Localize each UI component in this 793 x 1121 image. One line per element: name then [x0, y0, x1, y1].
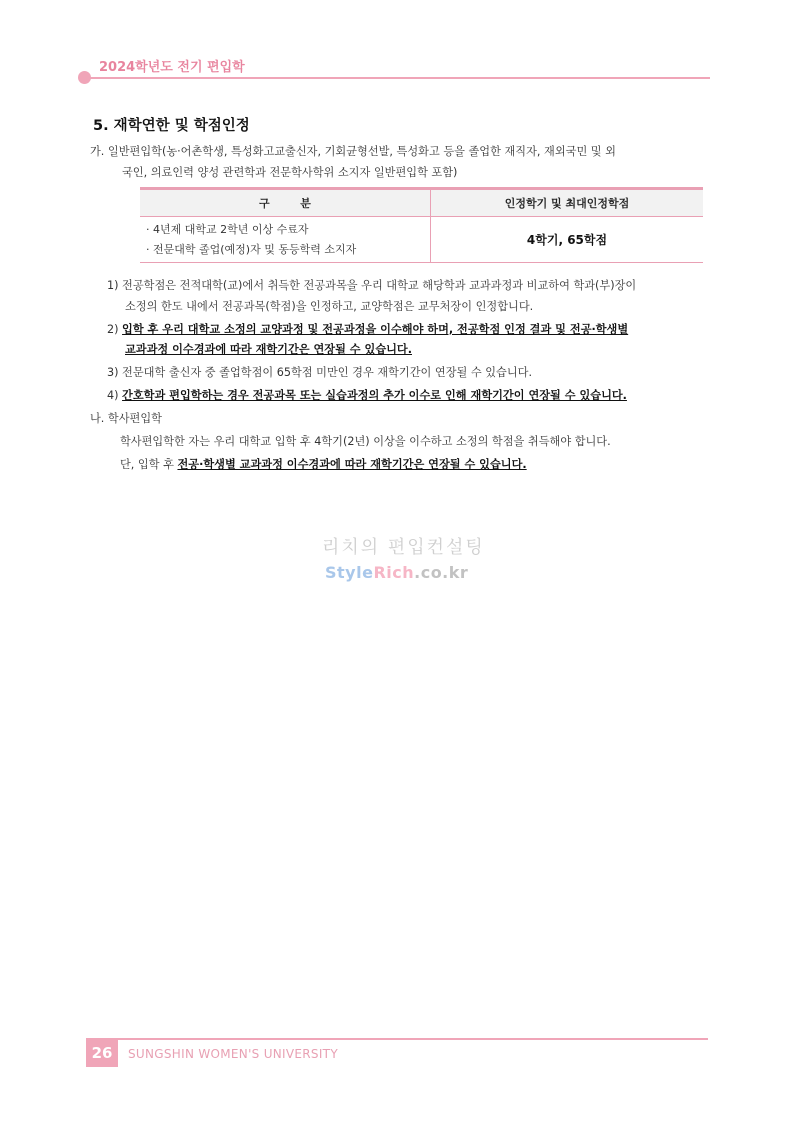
item-na-title: 나. 학사편입학 [90, 412, 162, 425]
eligibility-item: · 전문대학 졸업(예정)자 및 동등학력 소지자 [146, 242, 357, 256]
item-na-line2 [120, 456, 527, 472]
page-number: 26 [86, 1040, 118, 1067]
note-2-emphasis-2: 교과과정 이수경과에 따라 재학기간은 연장될 수 있습니다. [125, 343, 412, 356]
eligibility-item: · 4년제 대학교 2학년 이상 수료자 [146, 222, 309, 236]
note-4-emphasis: 간호학과 편입학하는 경우 전공과목 또는 실습과정의 추가 이수로 인해 재학기간이 연장될 수 있습니다. [122, 389, 627, 402]
footer-university: SUNGSHIN WOMEN'S UNIVERSITY [128, 1047, 338, 1061]
item-na-line2-prefix: 단, 입학 후 [120, 458, 174, 471]
table-cell-credits: 4학기, 65학점 [431, 217, 704, 263]
item-na-line1: 학사편입학한 자는 우리 대학교 입학 후 4학기(2년) 이상을 이수하고 소정의 학점을 취득해야 합니다. [120, 435, 611, 448]
item-ga-line2: 국인, 의료인력 양성 관련학과 전문학사학위 소지자 일반편입학 포함) [122, 166, 458, 179]
note-2-line2 [125, 341, 412, 357]
item-ga-line1: 가. 일반편입학(농·어촌학생, 특성화고교출신자, 기회균형선발, 특성화고 등을 졸업한 재직자, 재외국민 및 외 [90, 145, 616, 158]
note-1-line1: 1) 전공학점은 전적대학(교)에서 취득한 전공과목을 우리 대학교 해당학과 교과과정과 비교하여 학과(부)장이 [107, 279, 637, 292]
footer-divider [86, 1038, 708, 1040]
header-bullet-dot [78, 71, 91, 84]
note-3: 3) 전문대학 출신자 중 졸업학점이 65학점 미만인 경우 재학기간이 연장될 수 있습니다. [107, 366, 533, 379]
item-na-line2-emphasis: 전공·학생별 교과과정 이수경과에 따라 재학기간은 연장될 수 있습니다. [177, 458, 527, 471]
note-2-number: 2) [107, 323, 119, 336]
note-2-emphasis-1: 입학 후 우리 대학교 소정의 교양과정 및 전공과정을 이수해야 하며, 전공학점 인정 결과 및 전공·학생별 [122, 323, 629, 336]
note-2-line1 [107, 321, 628, 337]
header-title: 2024학년도 전기 편입학 [99, 60, 245, 75]
table-cell-eligibility [140, 217, 431, 263]
note-1-line2: 소정의 한도 내에서 전공과목(학점)을 인정하고, 교양학점은 교무처장이 인정합니다. [125, 300, 534, 313]
watermark-style: Style [325, 563, 374, 582]
table-header-row [140, 189, 703, 217]
watermark-text: 리치의 편입컨설팅 [322, 537, 485, 558]
watermark-rich: Rich [373, 563, 415, 582]
credit-table [140, 187, 703, 263]
section-title: 5. 재학연한 및 학점인정 [93, 118, 250, 134]
note-4 [107, 387, 627, 403]
table-header-category: 구 분 [140, 189, 431, 217]
table-row [140, 217, 703, 263]
table-header-credits: 인정학기 및 최대인정학점 [431, 189, 704, 217]
watermark-domain [325, 563, 468, 582]
note-4-number: 4) [107, 389, 119, 402]
header-divider [86, 77, 710, 79]
watermark-tld: .co.kr [414, 563, 469, 582]
